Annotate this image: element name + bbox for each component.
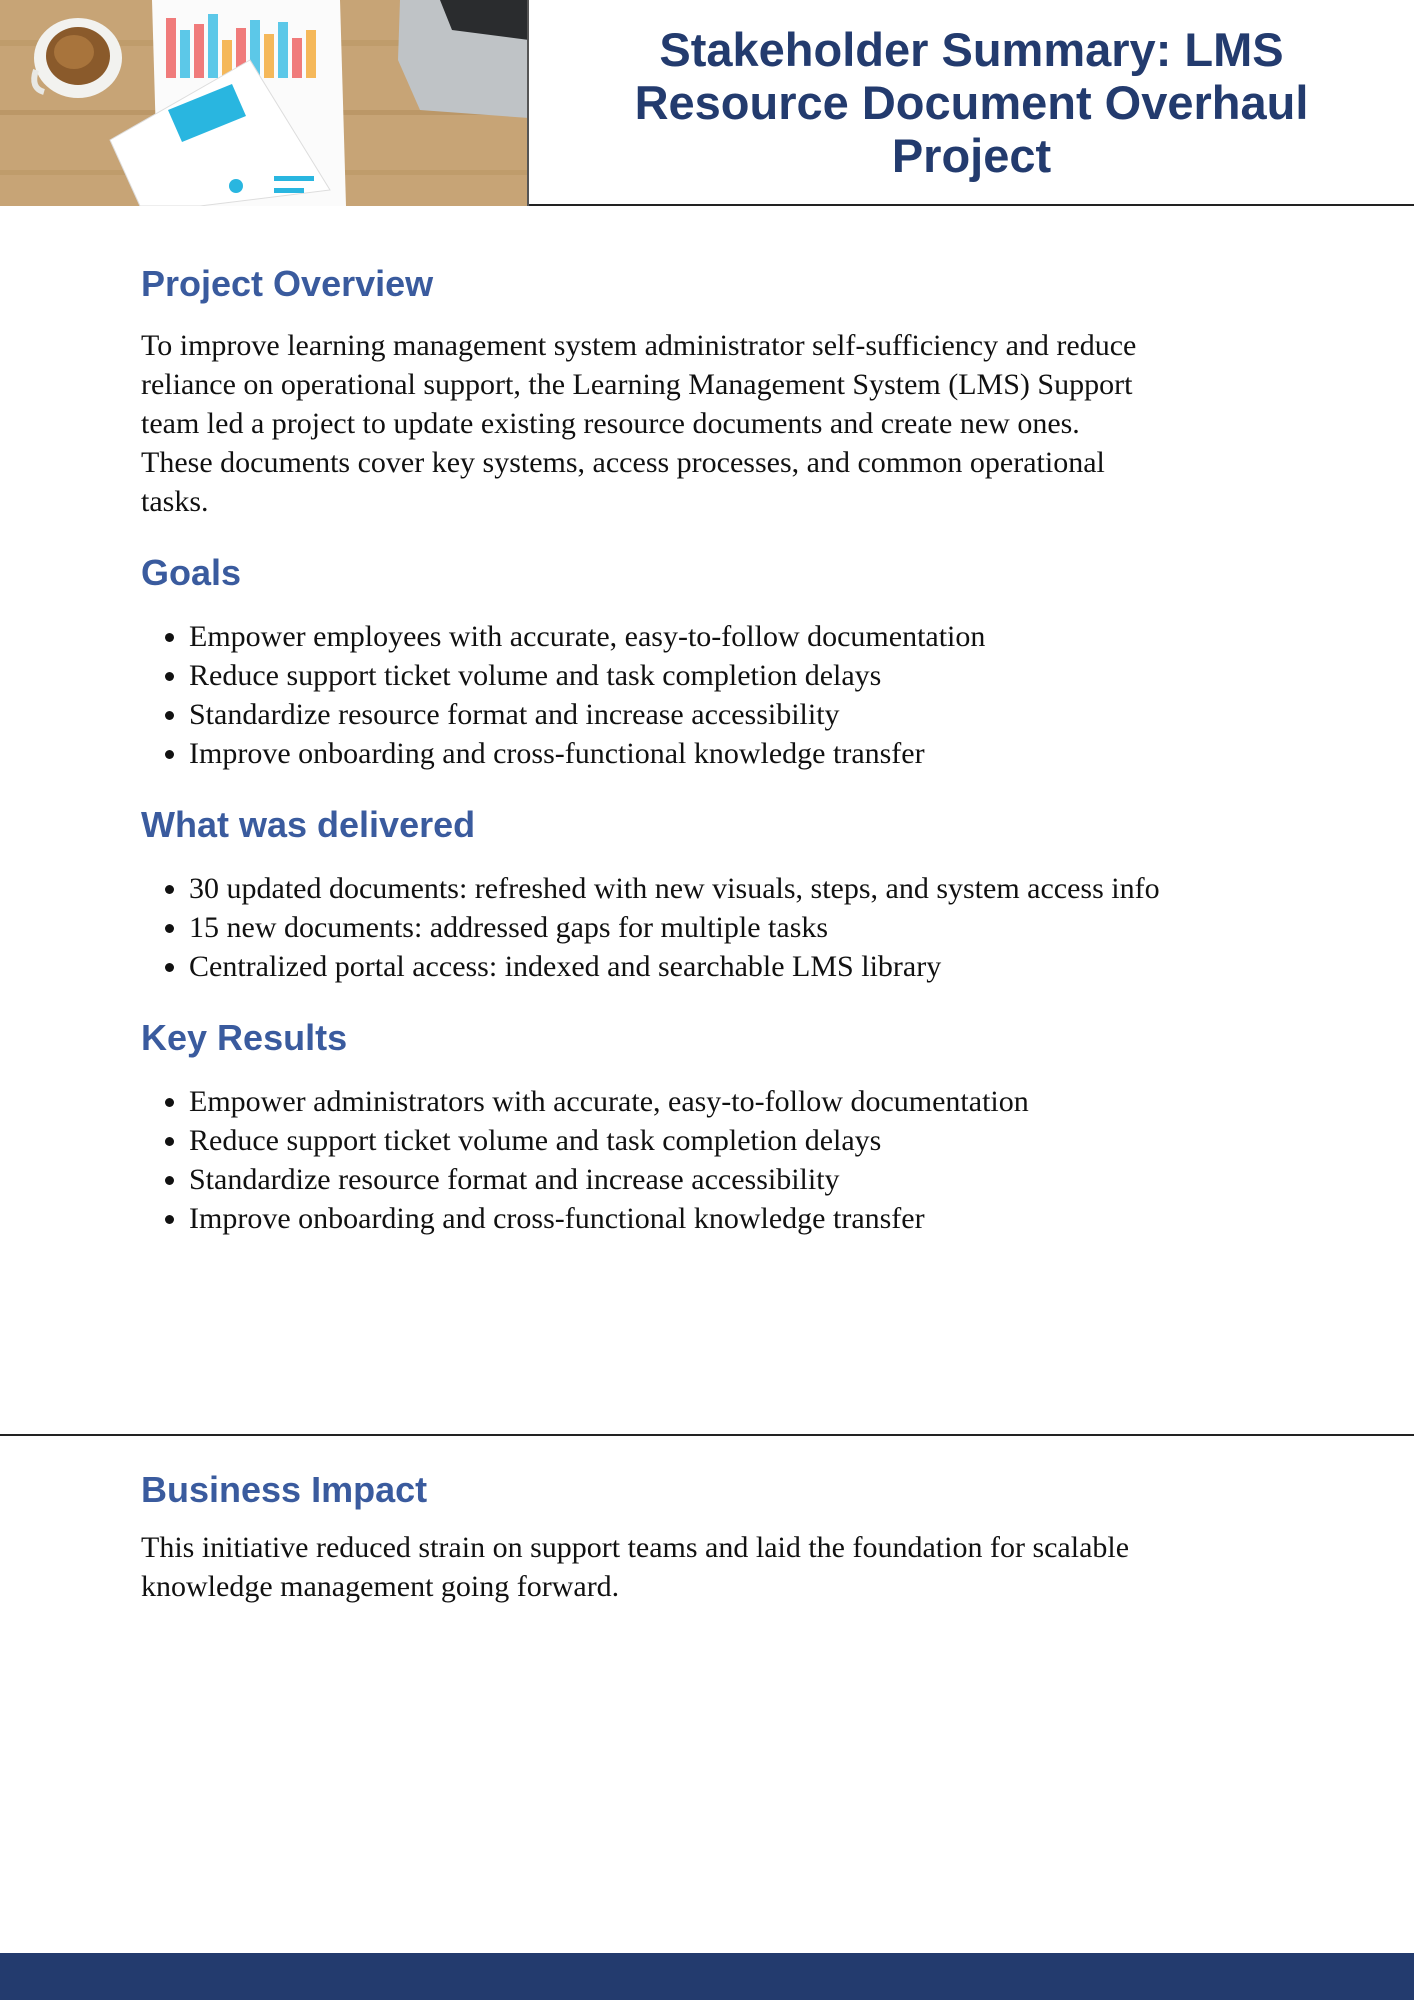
impact-section — [141, 1468, 1151, 1606]
section-divider — [0, 1434, 1414, 1436]
overview-heading: Project Overview — [141, 263, 434, 304]
result-item: • Reduce support ticket volume and task completion delays — [189, 1121, 1189, 1160]
desk-photo-illustration — [0, 0, 529, 206]
goals-heading: Goals — [141, 552, 242, 593]
goal-item: • Reduce support ticket volume and task completion delays — [189, 656, 1189, 695]
results-list — [141, 1082, 1189, 1238]
title-banner — [529, 0, 1414, 206]
results-heading: Key Results — [141, 1017, 348, 1058]
goal-item: • Improve onboarding and cross-functional knowledge transfer — [189, 734, 1189, 773]
delivered-heading: What was delivered — [141, 804, 476, 845]
impact-heading: Business Impact — [141, 1469, 428, 1510]
goal-item: • Standardize resource format and increase accessibility — [189, 695, 1189, 734]
page-title: Stakeholder Summary: LMS Resource Document Overhaul Project — [634, 22, 1309, 182]
footer-bar — [0, 1953, 1414, 2000]
main-content — [141, 262, 1160, 1238]
result-item: • Improve onboarding and cross-functional knowledge transfer — [189, 1199, 1189, 1238]
goals-list — [141, 617, 1189, 773]
delivered-item: • 30 updated documents: refreshed with new visuals, steps, and system access info — [189, 869, 1189, 908]
goal-item: • Empower employees with accurate, easy-to-follow documentation — [189, 617, 1189, 656]
result-item: • Empower administrators with accurate, easy-to-follow documentation — [189, 1082, 1189, 1121]
overview-text: To improve learning management system administrator self-sufficiency and reduce reliance on operational support, the Learning Management System (LMS) Support team led a project to update existing resource documents and create new ones. These documents cover key systems, access processes, and common operational tasks. — [141, 329, 1137, 518]
delivered-item: • Centralized portal access: indexed and searchable LMS library — [189, 947, 1189, 986]
impact-text: This initiative reduced strain on support teams and laid the foundation for scalable knowledge management going forward. — [141, 1531, 1130, 1603]
header-photo — [0, 0, 529, 206]
result-item: • Standardize resource format and increase accessibility — [189, 1160, 1189, 1199]
delivered-list — [141, 869, 1189, 986]
delivered-item: • 15 new documents: addressed gaps for multiple tasks — [189, 908, 1189, 947]
